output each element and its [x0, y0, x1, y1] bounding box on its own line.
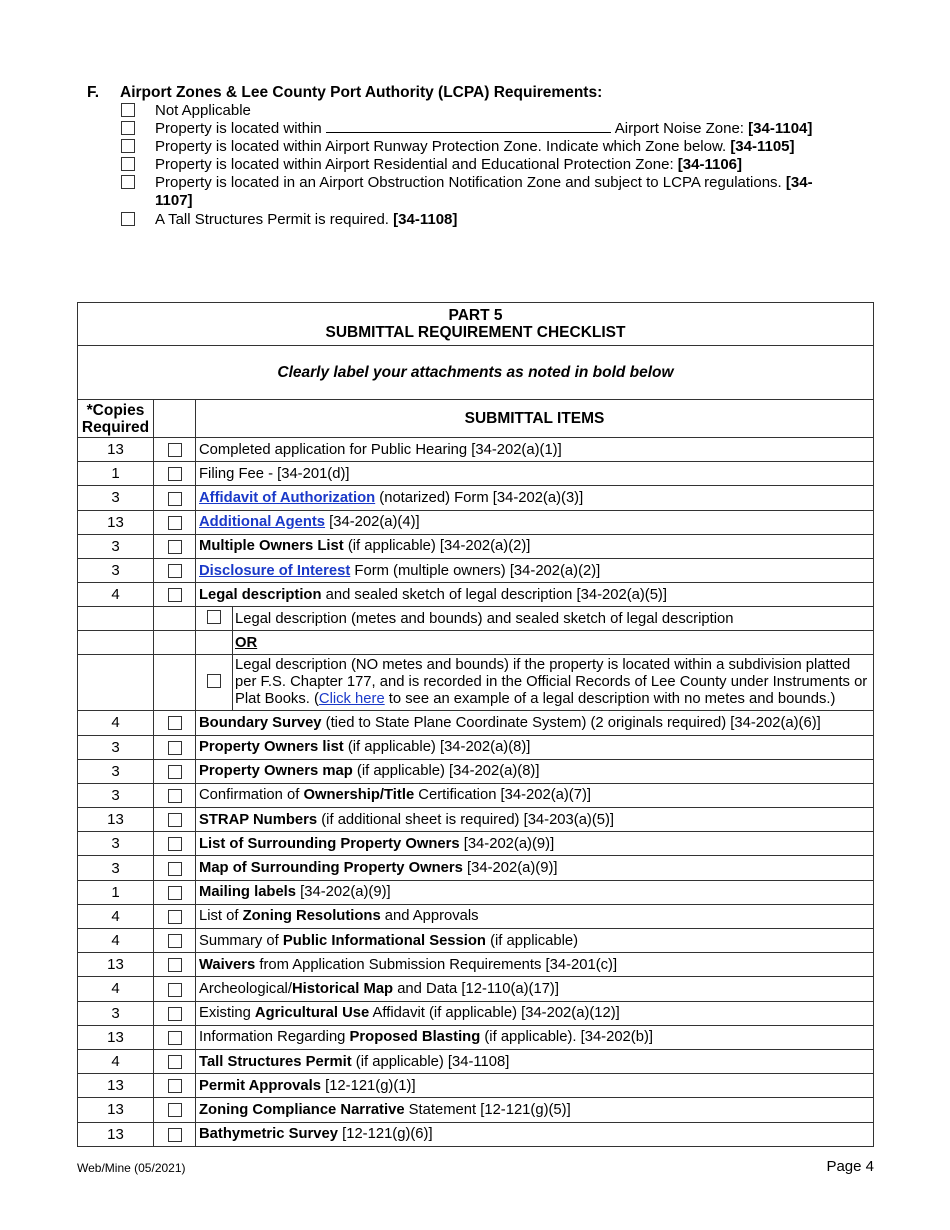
row-checkbox[interactable] — [168, 983, 182, 997]
row-checkbox-cell — [154, 534, 196, 558]
row-checkbox-cell — [154, 735, 196, 759]
row-checkbox-cell — [154, 953, 196, 977]
item-text: and Data [12-110(a)(17)] — [393, 980, 559, 997]
row-checkbox[interactable] — [168, 1007, 182, 1021]
noise-zone-label-post: Airport Noise Zone: — [614, 120, 744, 137]
submittal-item — [196, 929, 874, 953]
noise-zone-blank-field[interactable] — [326, 120, 611, 133]
checklist-row — [78, 534, 874, 558]
option-not-applicable — [87, 102, 847, 120]
submittal-item — [196, 1074, 874, 1098]
copies-required: 4 — [78, 1049, 154, 1073]
metes-label: Legal description (metes and bounds) and sealed sketch of legal description — [233, 607, 874, 630]
sub-row-nometes — [78, 655, 874, 711]
item-text: [34-202(a)(4)] — [325, 514, 420, 531]
row-checkbox-cell — [154, 462, 196, 486]
copies-required: 3 — [78, 856, 154, 880]
item-bold-label: Bathymetric Survey — [199, 1126, 338, 1143]
item-text: (if applicable) [34-202(a)(8)] — [343, 739, 531, 756]
checklist-row — [78, 735, 874, 759]
checklist-row — [78, 808, 874, 832]
item-link[interactable]: Additional Agents — [199, 514, 326, 531]
checklist-row — [78, 856, 874, 880]
row-checkbox-cell — [154, 904, 196, 928]
row-checkbox[interactable] — [168, 1031, 182, 1045]
row-checkbox[interactable] — [168, 1055, 182, 1069]
copies-required: 4 — [78, 929, 154, 953]
row-checkbox-cell — [154, 1074, 196, 1098]
submittal-item — [196, 711, 874, 735]
item-prefix: List of — [199, 908, 243, 925]
item-bold-label: Property Owners map — [199, 763, 353, 780]
sub-empty-check — [154, 607, 196, 631]
row-checkbox[interactable] — [168, 443, 182, 457]
submittal-item — [196, 510, 874, 534]
copies-required: 1 — [78, 462, 154, 486]
submittal-item — [196, 1001, 874, 1025]
copies-required: 3 — [78, 832, 154, 856]
row-checkbox[interactable] — [168, 862, 182, 876]
sub-empty-copies — [78, 655, 154, 711]
copies-required: 3 — [78, 558, 154, 582]
submittal-item — [196, 832, 874, 856]
item-text: (notarized) Form [34-202(a)(3)] — [375, 489, 584, 506]
sub-empty-copies — [78, 631, 154, 655]
item-text: (if applicable) [34-202(a)(2)] — [343, 538, 531, 555]
submittal-checklist-table — [77, 302, 874, 1147]
noise-zone-ref: [34-1104] — [748, 120, 813, 137]
copies-required: 4 — [78, 904, 154, 928]
nometes-label — [233, 655, 874, 710]
copies-required: 3 — [78, 783, 154, 807]
row-checkbox[interactable] — [168, 837, 182, 851]
item-prefix: Information Regarding — [199, 1029, 350, 1046]
item-text: [12-121(g)(6)] — [338, 1126, 433, 1143]
copies-required: 4 — [78, 711, 154, 735]
obstruction-zone-ref-a: [34- — [785, 174, 813, 191]
item-bold-label: Public Informational Session — [282, 932, 486, 949]
row-checkbox[interactable] — [168, 1128, 182, 1142]
option-noise-zone — [87, 120, 847, 138]
runway-zone-label: Property is located within Airport Runway Protection Zone. Indicate which Zone below. — [155, 138, 727, 155]
item-text: (tied to State Plane Coordinate System) (2 originals required) [34-202(a)(6)] — [321, 714, 821, 731]
not-applicable-checkbox[interactable] — [121, 103, 135, 117]
option-residential-zone — [87, 156, 847, 174]
checklist-row — [78, 1074, 874, 1098]
item-bold-label: Waivers — [199, 956, 256, 973]
checklist-row — [78, 1122, 874, 1146]
tall-structures-checkbox[interactable] — [121, 212, 135, 226]
section-f-heading — [87, 84, 847, 102]
copies-required: 13 — [78, 953, 154, 977]
obstruction-zone-checkbox[interactable] — [121, 175, 135, 189]
residential-zone-checkbox[interactable] — [121, 157, 135, 171]
sub-or-cell — [196, 631, 874, 655]
checklist-row — [78, 1001, 874, 1025]
row-checkbox[interactable] — [168, 765, 182, 779]
copies-required: 3 — [78, 735, 154, 759]
submittal-item — [196, 438, 874, 462]
sub-row-or — [78, 631, 874, 655]
row-checkbox-cell — [154, 486, 196, 510]
item-text: Form (multiple owners) [34-202(a)(2)] — [350, 562, 601, 579]
checklist-row — [78, 510, 874, 534]
row-checkbox[interactable] — [168, 813, 182, 827]
item-bold-label: Historical Map — [291, 980, 394, 997]
submittal-item — [196, 1122, 874, 1146]
sub-row-metes — [78, 607, 874, 631]
item-bold-label: List of Surrounding Property Owners — [199, 835, 460, 852]
row-checkbox-cell — [154, 808, 196, 832]
checklist-row — [78, 438, 874, 462]
copies-required: 13 — [78, 438, 154, 462]
tall-structures-label: A Tall Structures Permit is required. — [155, 211, 389, 228]
footer-page-number: Page 4 — [826, 1158, 874, 1175]
item-text: [12-121(g)(1)] — [320, 1077, 416, 1094]
obstruction-zone-label: Property is located in an Airport Obstruction Notification Zone and subject to LCPA regulations. — [155, 174, 782, 191]
submittal-item — [196, 808, 874, 832]
items-column-header: SUBMITTAL ITEMS — [196, 400, 874, 438]
checklist-row — [78, 558, 874, 582]
submittal-item — [196, 759, 874, 783]
item-text: and sealed sketch of legal description [34-202(a)(5)] — [321, 586, 667, 603]
item-text: from Application Submission Requirements [34-201(c)] — [255, 956, 618, 973]
copies-header-line2: Required — [81, 418, 150, 436]
noise-zone-label-pre: Property is located within — [155, 120, 322, 137]
or-label: OR — [233, 631, 874, 654]
submittal-item — [196, 856, 874, 880]
row-checkbox[interactable] — [168, 492, 182, 506]
item-link[interactable]: Affidavit of Authorization — [199, 489, 376, 506]
copies-required: 4 — [78, 583, 154, 607]
row-checkbox[interactable] — [168, 741, 182, 755]
item-text: Filing Fee - [34-201(d)] — [199, 465, 350, 482]
copies-required: 13 — [78, 1122, 154, 1146]
copies-required: 3 — [78, 486, 154, 510]
obstruction-zone-ref-b: 1107] — [155, 192, 193, 209]
row-checkbox-cell — [154, 832, 196, 856]
row-checkbox-cell — [154, 1001, 196, 1025]
item-text: Completed application for Public Hearing [34-202(a)(1)] — [199, 441, 562, 458]
row-checkbox-cell — [154, 929, 196, 953]
copies-required: 13 — [78, 1025, 154, 1049]
checklist-row — [78, 953, 874, 977]
checklist-row — [78, 880, 874, 904]
residential-zone-label: Property is located within Airport Residential and Educational Protection Zone: — [155, 156, 674, 173]
row-checkbox-cell — [154, 583, 196, 607]
submittal-item — [196, 583, 874, 607]
item-text: Certification [34-202(a)(7)] — [414, 787, 591, 804]
checklist-row — [78, 1025, 874, 1049]
click-here-link[interactable]: Click here — [318, 691, 385, 708]
row-checkbox-cell — [154, 1049, 196, 1073]
section-f-letter: F. — [87, 84, 100, 101]
item-bold-label: Agricultural Use — [254, 1005, 370, 1022]
option-tall-structures — [87, 211, 847, 229]
checklist-row — [78, 832, 874, 856]
row-checkbox-cell — [154, 856, 196, 880]
submittal-item — [196, 534, 874, 558]
submittal-item — [196, 977, 874, 1001]
item-bold-label: Proposed Blasting — [349, 1029, 481, 1046]
copies-column-header — [78, 400, 154, 438]
sub-empty-check — [154, 655, 196, 711]
checklist-row — [78, 486, 874, 510]
item-text: Statement [12-121(g)(5)] — [404, 1101, 571, 1118]
checklist-row — [78, 1049, 874, 1073]
item-text: (if applicable) [34-202(a)(8)] — [352, 763, 540, 780]
item-prefix: Confirmation of — [199, 787, 304, 804]
submittal-item — [196, 486, 874, 510]
copies-required: 3 — [78, 759, 154, 783]
metes-checkbox[interactable] — [207, 610, 221, 624]
part5-title: SUBMITTAL REQUIREMENT CHECKLIST — [325, 324, 626, 341]
checklist-row — [78, 929, 874, 953]
checklist-row — [78, 759, 874, 783]
checklist-row — [78, 462, 874, 486]
runway-zone-ref: [34-1105] — [730, 138, 795, 155]
item-bold-label: Ownership/Title — [303, 787, 415, 804]
checklist-row — [78, 783, 874, 807]
copies-required: 13 — [78, 1074, 154, 1098]
checklist-row — [78, 711, 874, 735]
item-text: and Approvals — [380, 908, 479, 925]
part5-instruction: Clearly label your attachments as noted in bold below — [78, 346, 874, 400]
row-checkbox-cell — [154, 783, 196, 807]
row-checkbox[interactable] — [168, 934, 182, 948]
item-bold-label: Zoning Resolutions — [242, 908, 381, 925]
submittal-item — [196, 1025, 874, 1049]
item-bold-label: Tall Structures Permit — [199, 1053, 352, 1070]
item-prefix: Archeological/ — [199, 980, 292, 997]
nometes-text-1: Legal description (NO metes and bounds) if the property is located within a subdivision platted per F.S. Chapter 177, and is recorded in the Official Records of Lee County under Instruments or Plat Books. ( — [235, 657, 868, 708]
submittal-item — [196, 735, 874, 759]
row-checkbox-cell — [154, 880, 196, 904]
part5-title-cell — [78, 303, 874, 346]
submittal-item — [196, 904, 874, 928]
item-bold-label: Boundary Survey — [199, 714, 322, 731]
item-link[interactable]: Disclosure of Interest — [199, 562, 351, 579]
residential-zone-ref: [34-1106] — [677, 156, 743, 173]
checklist-row — [78, 583, 874, 607]
row-checkbox-cell — [154, 977, 196, 1001]
nometes-text-2: to see an example of a legal description with no metes and bounds.) — [384, 691, 836, 708]
sub-nometes-cell — [196, 655, 874, 711]
row-checkbox-cell — [154, 1122, 196, 1146]
row-checkbox[interactable] — [168, 886, 182, 900]
nometes-checkbox[interactable] — [207, 674, 221, 688]
sub-empty-copies — [78, 607, 154, 631]
item-bold-label: STRAP Numbers — [199, 811, 318, 828]
submittal-item — [196, 783, 874, 807]
copies-required: 1 — [78, 880, 154, 904]
item-text: [34-202(a)(9)] — [462, 860, 558, 877]
row-checkbox-cell — [154, 1025, 196, 1049]
part5-label: PART 5 — [448, 307, 503, 324]
tall-structures-ref: [34-1108] — [393, 211, 458, 228]
item-text: [34-202(a)(9)] — [459, 835, 555, 852]
noise-zone-checkbox[interactable] — [121, 121, 135, 135]
row-checkbox[interactable] — [168, 1079, 182, 1093]
copies-header-line1: *Copies — [86, 401, 145, 419]
row-checkbox[interactable] — [168, 516, 182, 530]
footer-revision: Web/Mine (05/2021) — [77, 1161, 186, 1175]
checklist-row — [78, 1098, 874, 1122]
item-text: (if applicable) [34-1108] — [351, 1053, 510, 1070]
option-runway-zone — [87, 138, 847, 156]
checkbox-column-header — [154, 400, 196, 438]
row-checkbox[interactable] — [168, 588, 182, 602]
item-text: (if applicable) — [485, 932, 579, 949]
item-bold-label: Zoning Compliance Narrative — [199, 1101, 405, 1118]
row-checkbox-cell — [154, 711, 196, 735]
row-checkbox[interactable] — [168, 467, 182, 481]
item-text: (if additional sheet is required) [34-203(a)(5)] — [317, 811, 615, 828]
item-bold-label: Legal description — [199, 586, 322, 603]
submittal-item — [196, 1049, 874, 1073]
item-prefix: Existing — [199, 1005, 255, 1022]
copies-required: 13 — [78, 808, 154, 832]
section-f-title: Airport Zones & Lee County Port Authority (LCPA) Requirements: — [120, 84, 603, 101]
item-text: (if applicable). [34-202(b)] — [480, 1029, 653, 1046]
row-checkbox[interactable] — [168, 1103, 182, 1117]
row-checkbox-cell — [154, 438, 196, 462]
section-f-airport-zones — [87, 84, 847, 229]
row-checkbox[interactable] — [168, 540, 182, 554]
sub-empty-check — [154, 631, 196, 655]
row-checkbox[interactable] — [168, 958, 182, 972]
row-checkbox[interactable] — [168, 716, 182, 730]
item-prefix: Summary of — [199, 932, 283, 949]
copies-required: 3 — [78, 534, 154, 558]
submittal-item — [196, 1098, 874, 1122]
submittal-item — [196, 558, 874, 582]
sub-metes-cell — [196, 607, 874, 631]
row-checkbox[interactable] — [168, 564, 182, 578]
checklist-row — [78, 904, 874, 928]
item-bold-label: Permit Approvals — [199, 1077, 321, 1094]
item-bold-label: Mailing labels — [199, 884, 297, 901]
row-checkbox-cell — [154, 510, 196, 534]
runway-zone-checkbox[interactable] — [121, 139, 135, 153]
checklist-row — [78, 977, 874, 1001]
not-applicable-label: Not Applicable — [155, 102, 251, 119]
submittal-item — [196, 880, 874, 904]
row-checkbox-cell — [154, 1098, 196, 1122]
copies-required: 13 — [78, 1098, 154, 1122]
row-checkbox-cell — [154, 759, 196, 783]
row-checkbox[interactable] — [168, 789, 182, 803]
copies-required: 4 — [78, 977, 154, 1001]
row-checkbox[interactable] — [168, 910, 182, 924]
submittal-item — [196, 953, 874, 977]
item-text: Affidavit (if applicable) [34-202(a)(12)] — [369, 1005, 620, 1022]
copies-required: 13 — [78, 510, 154, 534]
item-bold-label: Property Owners list — [199, 739, 344, 756]
submittal-item — [196, 462, 874, 486]
option-obstruction-zone — [87, 174, 847, 210]
item-text: [34-202(a)(9)] — [296, 884, 391, 901]
row-checkbox-cell — [154, 558, 196, 582]
item-bold-label: Map of Surrounding Property Owners — [199, 860, 463, 877]
copies-required: 3 — [78, 1001, 154, 1025]
item-bold-label: Multiple Owners List — [199, 538, 344, 555]
